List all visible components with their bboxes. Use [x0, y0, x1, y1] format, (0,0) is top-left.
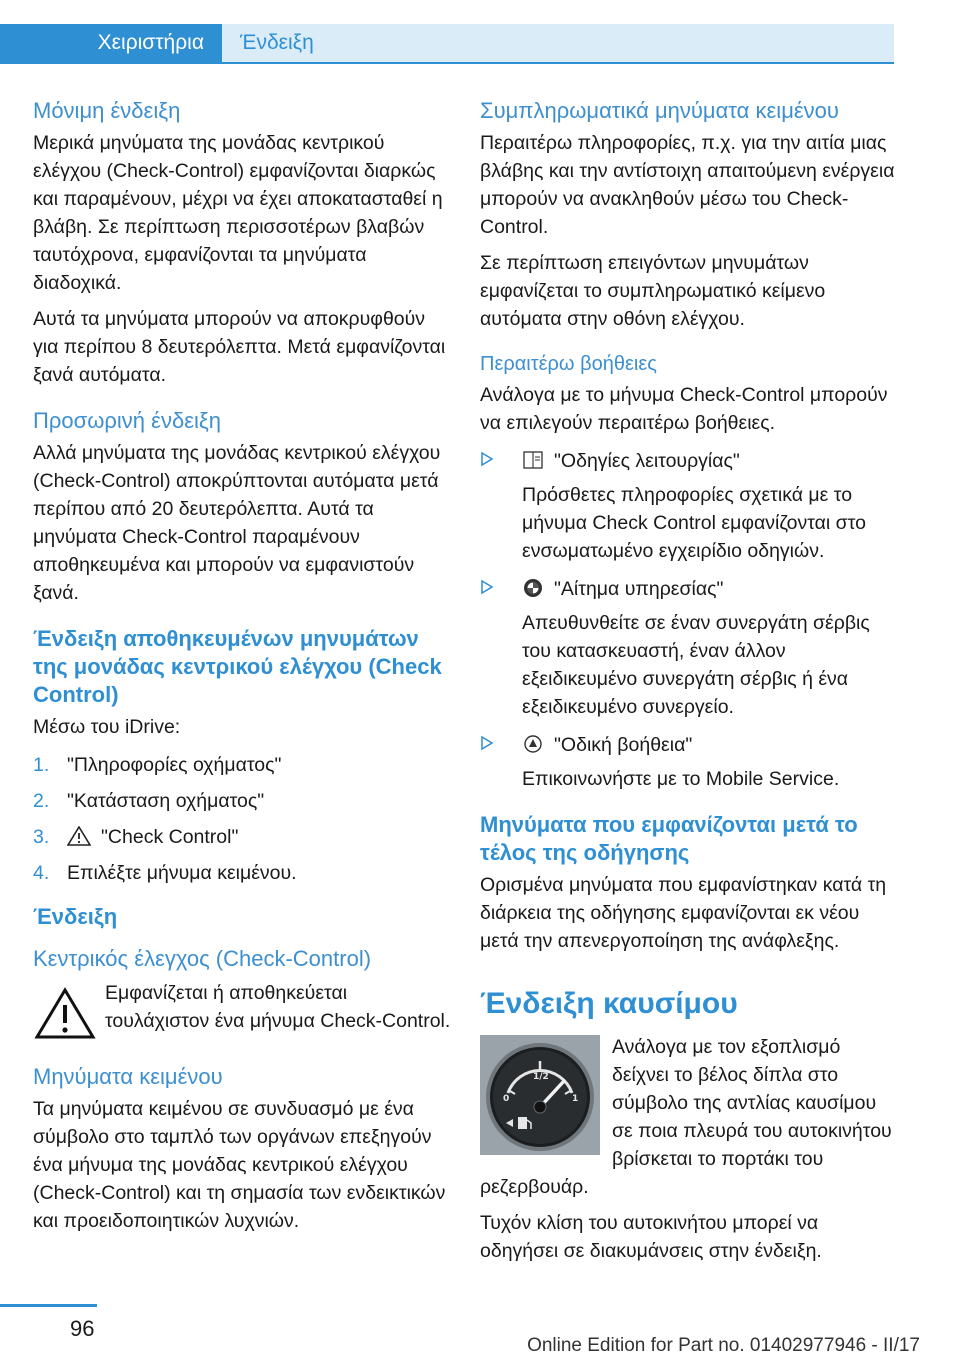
- page-header: [0, 0, 960, 66]
- paragraph: Εμφανίζεται ή αποθηκεύεται τουλάχιστον ένα μήνυμα Check-Control.: [105, 982, 451, 1032]
- heading-stored-messages: Ένδειξη αποθηκευμένων μηνυμάτων της μονάδας κεντρικού ελέγχου (Check Control): [33, 626, 442, 707]
- steps-list: [33, 751, 453, 887]
- list-item: [480, 447, 900, 565]
- help-title[interactable]: "Οδική βοήθεια": [554, 734, 693, 756]
- step-number: 1.: [33, 754, 50, 776]
- list-item: [33, 859, 453, 887]
- gauge-full-label: 1: [572, 1094, 579, 1104]
- heading-central-control: Κεντρικός έλεγχος (Check-Control): [33, 946, 372, 971]
- paragraph: Ορισμένα μηνύματα που εμφανίστηκαν κατά τη διάρκεια της οδήγησης εμφανίζονται εκ νέου μετά την απενεργοποίηση της ανάφλεξης.: [480, 874, 887, 952]
- heading-temporary-display: Προσωρινή ένδειξη: [33, 408, 221, 433]
- list-item: [33, 787, 453, 815]
- bullet-triangle-icon: [480, 735, 494, 751]
- paragraph: Αλλά μηνύματα της μονάδας κεντρικού ελέγχου (Check-Control) αποκρύπτονται αυτόματα μετά περίπου από 20 δευτερόλεπτα. Αυτά τα μηνύματα Check-Control παραμένουν αποθηκευμένα και μπορούν να εμφανιστούν ξανά.: [33, 442, 441, 604]
- roadside-assistance-icon[interactable]: [522, 734, 544, 754]
- paragraph: Τυχόν κλίση του αυτοκινήτου μπορεί να οδηγήσει σε διακυμάνσεις στην ένδειξη.: [480, 1212, 822, 1262]
- paragraph: Σε περίπτωση επειγόντων μηνυμάτων εμφανίζεται το συμπληρωματικό κείμενο αυτόματα στην οθόνη ελέγχου.: [480, 252, 826, 330]
- step-text: Επιλέξτε μήνυμα κειμένου.: [67, 862, 297, 884]
- paragraph: Μέσω του iDrive:: [33, 716, 181, 738]
- help-description: Απευθυνθείτε σε έναν συνεργάτη σέρβις του κατασκευαστή, έναν άλλον εξειδικευμένο συνεργάτη σέρβις ή ένα εξειδικευμένο συνεργείο.: [522, 612, 870, 718]
- help-description: Επικοινωνήστε με το Mobile Service.: [522, 768, 840, 790]
- bullet-triangle-icon: [480, 579, 494, 595]
- heading-after-driving-messages: Μηνύματα που εμφανίζονται μετά το τέλος της οδήγησης: [480, 812, 858, 865]
- bmw-logo-icon[interactable]: [522, 578, 544, 598]
- right-column: [480, 97, 900, 1265]
- heading-further-help: Περαιτέρω βοήθειες: [480, 353, 657, 375]
- book-icon[interactable]: [522, 450, 544, 470]
- help-description: Πρόσθετες πληροφορίες σχετικά με το μήνυμα Check Control εμφανίζονται στο ενσωματωμένο εγχειρίδιο οδηγιών.: [522, 484, 866, 562]
- fuel-gauge-image: [480, 1035, 600, 1155]
- help-title[interactable]: "Αίτημα υπηρεσίας": [554, 578, 724, 600]
- gauge-zero-label: 0: [503, 1094, 510, 1104]
- step-number: 3.: [33, 826, 50, 848]
- warning-triangle-icon: [67, 826, 91, 846]
- warning-triangle-icon: [33, 985, 97, 1041]
- header-rule: [0, 62, 894, 64]
- paragraph: Τα μηνύματα κειμένου σε συνδυασμό με ένα σύμβολο στο ταμπλό των οργάνων επεξηγούν ένα μήνυμα της μονάδας κεντρικού ελέγχου (Check-Control) και τη σημασία των ενδεικτικών και προειδοποιητικών λυχνιών.: [33, 1098, 446, 1232]
- step-text: "Check Control": [101, 826, 239, 848]
- heading-fuel-gauge: Ένδειξη καυσίμου: [480, 987, 738, 1020]
- heading-text-messages: Μηνύματα κειμένου: [33, 1064, 223, 1089]
- paragraph: Ανάλογα με το μήνυμα Check-Control μπορούν να επιλεγούν περαιτέρω βοήθειες.: [480, 384, 888, 434]
- paragraph: Ανάλογα με τον εξοπλισμό δείχνει το βέλος δίπλα στο σύμβολο της αντλίας καυσίμου σε ποια πλευρά του αυτοκινήτου βρίσκεται το πορτάκι του ρεζερβουάρ.: [480, 1036, 892, 1198]
- left-column: [33, 97, 453, 1235]
- list-item: [33, 751, 453, 779]
- list-item: [480, 575, 900, 721]
- step-text: "Κατάσταση οχήματος": [67, 790, 265, 812]
- heading-display: Ένδειξη: [33, 904, 118, 929]
- step-number: 2.: [33, 790, 50, 812]
- section-tab[interactable]: Ένδειξη: [222, 24, 894, 62]
- help-options-list: [480, 447, 900, 793]
- list-item: [33, 823, 453, 851]
- gauge-half-label: 1/2: [533, 1072, 549, 1082]
- heading-permanent-display: Μόνιμη ένδειξη: [33, 98, 181, 123]
- bullet-triangle-icon: [480, 451, 494, 467]
- check-control-note: [33, 979, 453, 1045]
- chapter-tab[interactable]: Χειριστήρια: [0, 24, 222, 62]
- paragraph: Αυτά τα μηνύματα μπορούν να αποκρυφθούν για περίπου 8 δευτερόλεπτα. Μετά εμφανίζονται ξανά αυτόματα.: [33, 308, 446, 386]
- paragraph: Περαιτέρω πληροφορίες, π.χ. για την αιτία μιας βλάβης και την αντίστοιχη απαιτούμενη ενέργεια μπορούν να ανακληθούν μέσω του Check-Control.: [480, 132, 895, 238]
- help-title[interactable]: "Οδηγίες λειτουργίας": [554, 450, 740, 472]
- step-number: 4.: [33, 862, 50, 884]
- paragraph: Μερικά μηνύματα της μονάδας κεντρικού ελέγχου (Check-Control) εμφανίζονται διαρκώς και παραμένουν, μέχρι να έχει αποκατασταθεί η βλάβη. Σε περίπτωση περισσοτέρων βλαβών ταυτόχρονα, εμφανίζονται τα μηνύματα διαδοχικά.: [33, 132, 443, 294]
- footer-rule: [0, 1304, 97, 1307]
- page-number: 96: [70, 1316, 95, 1341]
- list-item: [480, 731, 900, 793]
- edition-note: Online Edition for Part no. 01402977946 - II/17: [527, 1335, 920, 1356]
- heading-supplementary-messages: Συμπληρωματικά μηνύματα κειμένου: [480, 98, 839, 123]
- step-text: "Πληροφορίες οχήματος": [67, 754, 282, 776]
